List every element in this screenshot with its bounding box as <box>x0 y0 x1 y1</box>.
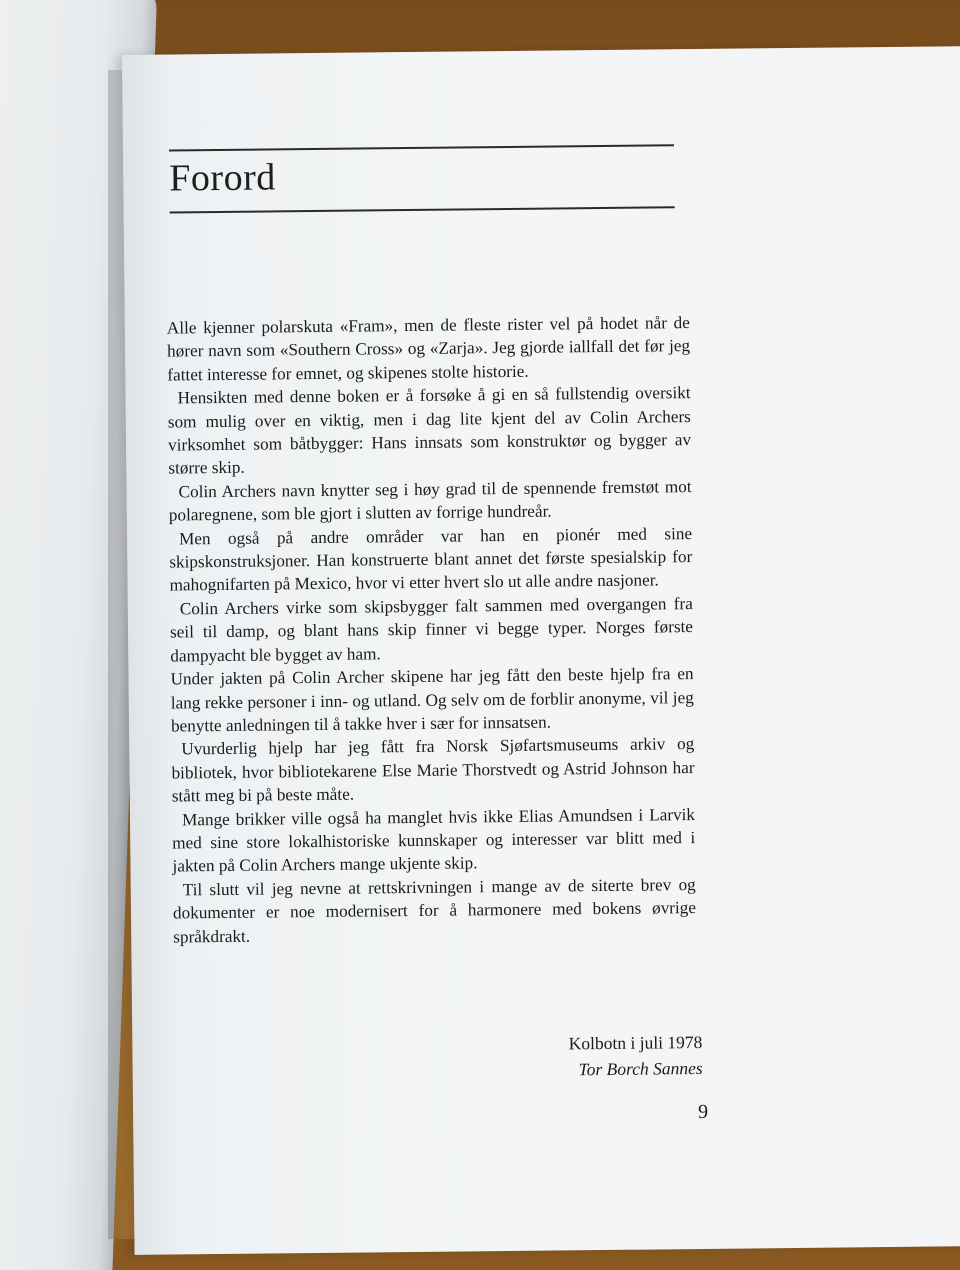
paragraph: Alle kjenner polarskuta «Fram», men de fleste rister vel på hodet når de hører navn som «Southern Cross» og «Zarja». Jeg gjorde iallfall det før jeg fattet interesse for emnet, og skipenes stolte historie. <box>166 313 691 385</box>
chapter-title: Forord <box>169 156 276 200</box>
author-name: Tor Borch Sannes <box>578 1057 703 1080</box>
page-number: 9 <box>697 1100 709 1124</box>
paragraph: Hensikten med denne boken er å forsøke å gi en så fullstendig oversikt som mulig over en viktig, men i dag lite kjent del av Colin Archers virksomhet som båtbygger: Hans innsats som konstruktør og bygger av større skip. <box>167 383 692 478</box>
paragraph: Colin Archers virke som skipsbygger falt sammen med overgangen fra seil til damp, og blant hans skip finner vi begge typer. Norges første dampyacht ble bygget av ham. <box>169 593 694 666</box>
title-rule-bottom <box>170 206 675 213</box>
paragraph: Til slutt vil jeg nevne at rettskrivningen i mange av de siterte brev og dokumenter er noe modernisert for å harmonere med bokens øvrige språkdrakt. <box>172 874 697 947</box>
paragraph: Under jakten på Colin Archer skipene har jeg fått den beste hjelp fra en lang rekke personer i inn- og utland. Og selv om de forblir anonyme, vil jeg benytte anledningen til å takke hver i sær for innsatsen. <box>170 664 694 736</box>
paragraph: Mange brikker ville også ha manglet hvis ikke Elias Amundsen i Larvik med sine store lokalhistoriske kunnskaper og interesser var blitt med i jakten på Colin Archers mange ukjente skip. <box>172 804 696 876</box>
paragraph: Colin Archers navn knytter seg i høy grad til de spennende fremstøt mot polaregnene, som ble gjort i slutten av forrige hundreår. <box>168 476 692 525</box>
signature-block <box>432 1029 703 1084</box>
paragraph: Men også på andre områder var han en pionér med sine skipskonstruksjoner. Han konstruerte blant annet det første spesialskip for mahognifarten på Mexico, hvor vi etter hvert slo ut alle andre nasjoner. <box>169 523 693 595</box>
paragraph: Uvurderlig hjelp har jeg fått fra Norsk Sjøfartsmuseums arkiv og bibliotek, hvor bibliotekarene Else Marie Thorstvedt og Astrid Johnson har stått meg bi på beste måte. <box>171 734 695 806</box>
title-rule-top <box>169 144 674 151</box>
preface-body <box>167 311 697 948</box>
place-date: Kolbotn i juli 1978 <box>568 1031 703 1054</box>
book-page <box>122 46 960 1255</box>
